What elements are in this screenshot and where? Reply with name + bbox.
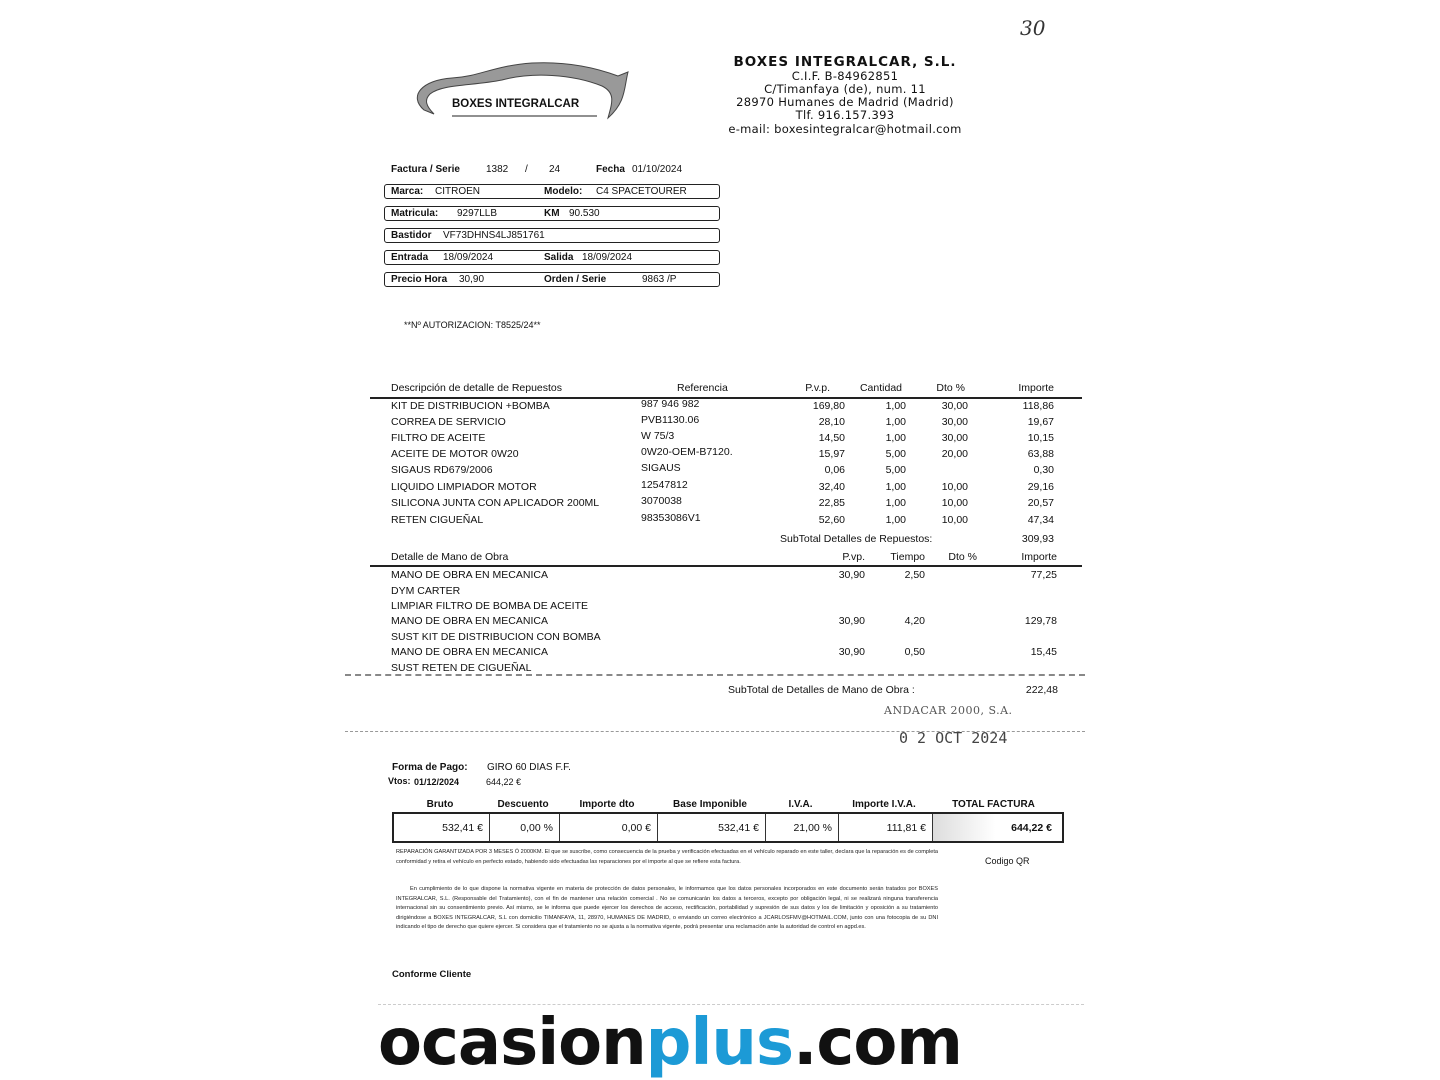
bottom-divider <box>378 1004 1084 1005</box>
parts-cell: 19,67 <box>1027 416 1054 428</box>
authorization-number: **Nº AUTORIZACION: T8525/24** <box>404 320 541 330</box>
parts-cell: SIGAUS <box>641 462 681 474</box>
vtos-amount: 644,22 € <box>486 777 522 787</box>
parts-header-rule <box>370 397 1082 399</box>
parts-subtotal-label: SubTotal Detalles de Repuestos: <box>780 533 933 545</box>
totals-header-5: Importe I.V.A. <box>852 799 916 810</box>
km-value: 90.530 <box>569 208 600 219</box>
parts-cell: 20,57 <box>1027 497 1054 509</box>
invoice-serie: 24 <box>549 164 561 175</box>
cut-line <box>345 674 1085 676</box>
precio-hora-value: 30,90 <box>459 274 485 285</box>
totals-value-5: 111,81 € <box>839 814 933 841</box>
parts-cell: 1,00 <box>885 481 906 493</box>
parts-cell: 0,06 <box>824 464 845 476</box>
labor-cell: 129,78 <box>1024 615 1057 627</box>
stamp-date: 0 2 OCT 2024 <box>899 729 1008 747</box>
fecha-label: Fecha <box>596 164 625 175</box>
orden-label: Orden / Serie <box>544 274 607 285</box>
labor-header-3: Dto % <box>948 551 977 563</box>
parts-cell: 118,86 <box>1022 400 1054 412</box>
bastidor-value: VF73DHNS4LJ851761 <box>443 230 545 241</box>
parts-subtotal-value: 309,93 <box>1021 533 1054 545</box>
parts-cell: 10,15 <box>1027 432 1054 444</box>
labor-cell: 15,45 <box>1030 646 1057 658</box>
totals-header-0: Bruto <box>426 799 454 810</box>
labor-cell: 2,50 <box>904 569 925 581</box>
labor-cell: 77,25 <box>1030 569 1057 581</box>
privacy-text: En cumplimiento de lo que dispone la normativa vigente en materia de protección de datos personales, le informamos que los datos personales incorporados en este documento serán tratados por BOXES INTEGRALCAR, S.L. (Responsable del Tratamiento), con el fin de mantener una relación comercial . No se comunicarán los datos a terceros, excepto por obligación legal, ni se realizará ninguna transferencia internacional sin su consentimiento previo. Así mismo, se le informa que puede ejercer los derechos de acceso, rectificación, portabilidad y supresión de sus datos y los de limitación y oposición a su tratamiento dirigiéndose a BOXES INTEGRALCAR, S.L con domicilio TIMANFAYA, 11, 28970, HUMANES DE MADRID, o enviando un correo electrónico a JCARLOSFMV@HOTMAIL.COM, junto con una fotocopia de su DNI indicando el tipo de derecho que quiere ejercer. Si considera que el tratamiento no se ajusta a la normativa vigente, podrá presentar una reclamación ante la autoridad de control en agpd.es. <box>396 886 938 931</box>
labor-header-0: Detalle de Mano de Obra <box>391 551 509 563</box>
labor-cell: 30,90 <box>838 646 865 658</box>
bastidor-box <box>384 228 720 243</box>
parts-cell: 1,00 <box>885 432 906 444</box>
company-city: 28970 Humanes de Madrid (Madrid) <box>736 95 954 109</box>
bastidor-label: Bastidor <box>391 230 432 241</box>
company-logo <box>412 58 634 122</box>
parts-header-2: P.v.p. <box>805 382 830 394</box>
parts-cell: 169,80 <box>812 400 845 412</box>
orden-value: 9863 /P <box>642 274 677 285</box>
warranty-text: REPARACIÓN GARANTIZADA POR 3 MESES Ó 2000KM. El que se suscribe, como consecuencia de la prueba y verificación efectuadas en el vehículo reparado en este taller, declara que la reparación es de completa conformidad y retira el vehículo en perfecto estado, habiendo sido efectuadas las reparaciones por el importe al que se refiere esta factura. <box>396 849 938 865</box>
parts-cell: SILICONA JUNTA CON APLICADOR 200ML <box>391 497 600 509</box>
parts-cell: 10,00 <box>941 497 968 509</box>
company-email: e-mail: boxesintegralcar@hotmail.com <box>728 122 962 136</box>
entrada-label: Entrada <box>391 252 429 263</box>
page-number: 30 <box>1020 16 1046 40</box>
totals-header-1: Descuento <box>497 799 549 810</box>
parts-cell: SIGAUS RD679/2006 <box>391 464 493 476</box>
invoice-number: 1382 <box>486 164 509 175</box>
ocasionplus-watermark <box>378 1006 962 1080</box>
forma-pago-label: Forma de Pago: <box>392 762 468 773</box>
parts-cell: 98353086V1 <box>641 512 701 524</box>
parts-cell: 0,30 <box>1033 464 1054 476</box>
labor-cell: MANO DE OBRA EN MECANICA <box>391 646 548 658</box>
invoice-slash: / <box>525 164 528 175</box>
parts-header-0: Descripción de detalle de Repuestos <box>391 382 563 394</box>
parts-cell: 22,85 <box>818 497 845 509</box>
watermark-part2: plus <box>645 1006 794 1080</box>
invoice-date: 01/10/2024 <box>632 164 683 175</box>
vtos-date: 01/12/2024 <box>414 777 460 787</box>
parts-cell: 1,00 <box>885 497 906 509</box>
modelo-label: Modelo: <box>544 186 583 197</box>
marca-value: CITROEN <box>435 186 480 197</box>
parts-cell: KIT DE DISTRIBUCION +BOMBA <box>391 400 550 412</box>
totals-value-4: 21,00 % <box>766 814 839 841</box>
matricula-label: Matricula: <box>391 208 439 219</box>
parts-cell: LIQUIDO LIMPIADOR MOTOR <box>391 481 537 493</box>
parts-cell: PVB1130.06 <box>641 414 700 426</box>
parts-cell: 30,00 <box>941 432 968 444</box>
labor-cell: 30,90 <box>838 569 865 581</box>
parts-cell: W 75/3 <box>641 430 675 442</box>
parts-cell: RETEN CIGUEÑAL <box>391 514 484 526</box>
qr-label: Codigo QR <box>985 856 1030 866</box>
parts-cell: 10,00 <box>941 481 968 493</box>
parts-cell: 29,16 <box>1027 481 1054 493</box>
totals-box <box>392 812 1064 843</box>
totals-value-6: 644,22 € <box>933 814 1058 841</box>
parts-cell: 15,97 <box>818 448 845 460</box>
vtos-label: Vtos: <box>388 776 411 786</box>
parts-cell: CORREA DE SERVICIO <box>391 416 506 428</box>
totals-header-6: TOTAL FACTURA <box>952 799 1035 810</box>
parts-cell: 1,00 <box>885 416 906 428</box>
parts-cell: 30,00 <box>941 416 968 428</box>
conforme-cliente-label: Conforme Cliente <box>392 969 472 980</box>
labor-cell: 0,50 <box>904 646 925 658</box>
stamp-company: ANDACAR 2000, S.A. <box>884 704 1013 717</box>
totals-header-2: Importe dto <box>579 799 635 810</box>
parts-cell: 12547812 <box>641 479 688 491</box>
labor-cell: SUST RETEN DE CIGUEÑAL <box>391 662 532 674</box>
parts-cell: 1,00 <box>885 514 906 526</box>
parts-header-4: Dto % <box>936 382 965 394</box>
parts-cell: 20,00 <box>941 448 968 460</box>
forma-pago-value: GIRO 60 DIAS F.F. <box>487 762 571 773</box>
marca-label: Marca: <box>391 186 424 197</box>
logo-text: BOXES INTEGRALCAR <box>452 98 580 110</box>
totals-value-2: 0,00 € <box>560 814 658 841</box>
salida-label: Salida <box>544 252 574 263</box>
parts-cell: 14,50 <box>818 432 845 444</box>
totals-value-3: 532,41 € <box>658 814 766 841</box>
parts-cell: 5,00 <box>885 448 906 460</box>
parts-cell: 0W20-OEM-B7120. <box>641 446 733 458</box>
matricula-value: 9297LLB <box>457 208 498 219</box>
parts-header-1: Referencia <box>677 382 728 394</box>
labor-cell: 4,20 <box>904 615 925 627</box>
totals-header-3: Base Imponible <box>673 799 747 810</box>
parts-cell: 1,00 <box>885 400 906 412</box>
labor-header-rule <box>370 565 1082 567</box>
labor-header-4: Importe <box>1021 551 1057 563</box>
labor-subtotal-value: 222,48 <box>1025 684 1058 696</box>
parts-cell: 987 946 982 <box>641 398 700 410</box>
salida-value: 18/09/2024 <box>582 252 633 263</box>
parts-cell: 63,88 <box>1027 448 1054 460</box>
watermark-part3: .com <box>793 1006 962 1080</box>
totals-value-1: 0,00 % <box>490 814 560 841</box>
labor-cell: LIMPIAR FILTRO DE BOMBA DE ACEITE <box>391 600 589 612</box>
labor-header-2: Tiempo <box>890 551 925 563</box>
parts-cell: 5,00 <box>885 464 906 476</box>
factura-label: Factura / Serie <box>391 164 460 175</box>
parts-cell: FILTRO DE ACEITE <box>391 432 486 444</box>
parts-header-5: Importe <box>1018 382 1054 394</box>
labor-header-1: P.vp. <box>842 551 865 563</box>
parts-cell: 32,40 <box>818 481 845 493</box>
labor-cell: 30,90 <box>838 615 865 627</box>
precio-hora-label: Precio Hora <box>391 274 448 285</box>
parts-cell: 30,00 <box>941 400 968 412</box>
parts-header-3: Cantidad <box>859 382 902 394</box>
modelo-value: C4 SPACETOURER <box>596 186 687 197</box>
totals-header-4: I.V.A. <box>788 799 813 810</box>
labor-cell: DYM CARTER <box>391 585 461 597</box>
watermark-part1: ocasion <box>378 1006 646 1080</box>
totals-value-0: 532,41 € <box>394 814 490 841</box>
parts-cell: 10,00 <box>941 514 968 526</box>
labor-cell: MANO DE OBRA EN MECANICA <box>391 615 548 627</box>
parts-cell: 52,60 <box>818 514 845 526</box>
labor-subtotal-label: SubTotal de Detalles de Mano de Obra : <box>728 684 915 696</box>
parts-cell: ACEITE DE MOTOR 0W20 <box>391 448 519 460</box>
parts-cell: 47,34 <box>1027 514 1054 526</box>
company-phone: Tlf. 916.157.393 <box>795 108 895 122</box>
km-label: KM <box>544 208 560 219</box>
company-address: C/Timanfaya (de), num. 11 <box>764 82 926 96</box>
company-cif: C.I.F. B-84962851 <box>791 69 899 83</box>
company-name: BOXES INTEGRALCAR, S.L. <box>733 54 957 70</box>
labor-cell: SUST KIT DE DISTRIBUCION CON BOMBA <box>391 631 601 643</box>
parts-cell: 3070038 <box>641 495 682 507</box>
entrada-value: 18/09/2024 <box>443 252 494 263</box>
labor-cell: MANO DE OBRA EN MECANICA <box>391 569 548 581</box>
parts-cell: 28,10 <box>818 416 845 428</box>
